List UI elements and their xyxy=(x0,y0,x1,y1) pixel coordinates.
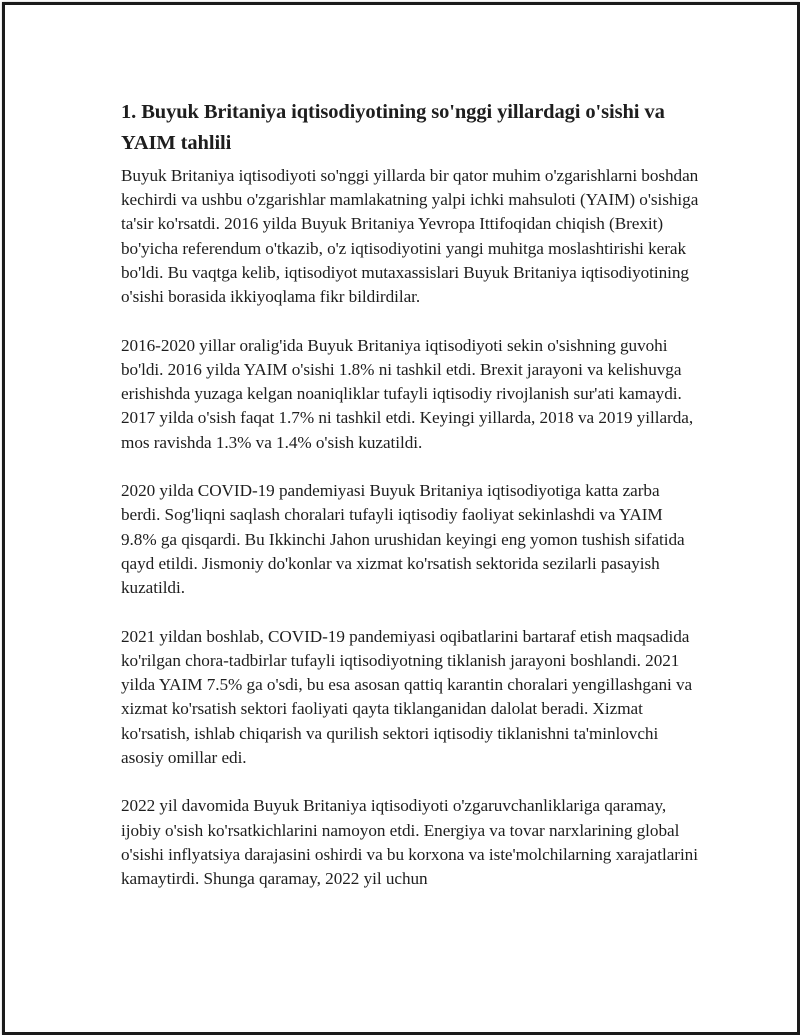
section-heading: 1. Buyuk Britaniya iqtisodiyotining so'nggi yillardagi o'sishi va YAIM tahlili xyxy=(121,101,665,154)
paragraph-2021-recovery: 2021 yildan boshlab, COVID-19 pandemiyasi oqibatlarini bartaraf etish maqsadida ko'rilgan chora-tadbirlar tufayli iqtisodiyotning tiklanish jarayoni boshlandi. 2021 yilda YAIM 7.5% ga o'sdi, bu esa asosan qattiq karantin choralari yengillashgani va xizmat ko'rsatish sektori faoliyati qayta tiklanganidan dalolat beradi. Xizmat ko'rsatish, ishlab chiqarish va qurilish sektori iqtisodiy tiklanishni ta'minlovchi asosiy omillar edi. xyxy=(121,626,693,767)
paragraph-2022: 2022 yil davomida Buyuk Britaniya iqtisodiyoti o'zgaruvchanliklariga qaramay, ijobiy o'sish ko'rsatkichlarini namoyon etdi. Energiya va tovar narxlarining global o'sishi inflyatsiya darajasini oshirdi va bu korxona va iste'molchilarning xarajatlarini kamaytirdi. Shunga qaramay, 2022 yil uchun xyxy=(121,796,698,889)
paragraph-2020-covid: 2020 yilda COVID-19 pandemiyasi Buyuk Britaniya iqtisodiyotiga katta zarba berdi. Sog'liqni saqlash choralari tufayli iqtisodiy faoliyat sekinlashdi va YAIM 9.8% ga qisqardi. Bu Ikkinchi Jahon urushidan keyingi eng yomon tushish sifatida qayd etildi. Jismoniy do'konlar va xizmat ko'rsatish sektorida sezilarli pasayish kuzatildi. xyxy=(121,481,685,598)
document-body xyxy=(121,97,701,916)
paragraph-2016-2020: 2016-2020 yillar oralig'ida Buyuk Britaniya iqtisodiyoti sekin o'sishning guvohi bo'ldi. 2016 yilda YAIM o'sishi 1.8% ni tashkil etdi. Brexit jarayoni va kelishuvga erishishda yuzaga kelgan noaniqliklar tufayli iqtisodiy rivojlanish sur'ati kamaydi. 2017 yilda o'sish faqat 1.7% ni tashkil etdi. Keyingi yillarda, 2018 va 2019 yillarda, mos ravishda 1.3% va 1.4% o'sish kuzatildi. xyxy=(121,335,694,452)
paragraph-intro: Buyuk Britaniya iqtisodiyoti so'nggi yillarda bir qator muhim o'zgarishlarni boshdan kechirdi va ushbu o'zgarishlar mamlakatning yalpi ichki mahsuloti (YAIM) o'sishiga ta'sir ko'rsatdi. 2016 yilda Buyuk Britaniya Yevropa Ittifoqidan chiqish (Brexit) bo'yicha referendum o'tkazib, o'z iqtisodiyotini yangi muhitga moslashtirishi kerak bo'ldi. Bu vaqtga kelib, iqtisodiyot mutaxassislari Buyuk Britaniya iqtisodiyotining o'sishi borasida ikkiyoqlama fikr bildirdilar. xyxy=(121,166,699,307)
document-page xyxy=(2,2,800,1035)
